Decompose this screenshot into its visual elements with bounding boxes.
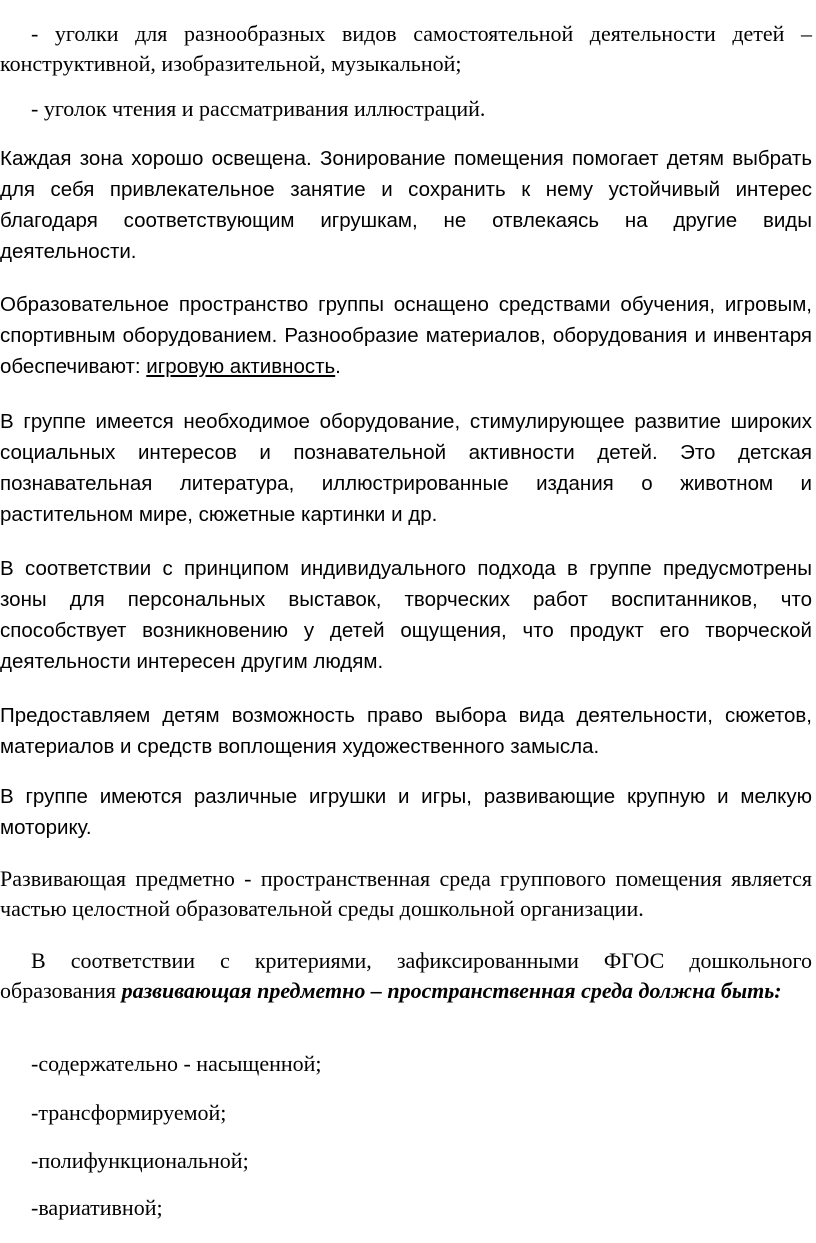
paragraph-text: Предоставляем детям возможность право выбора вида деятельности, сюжетов, материалов и средств воплощения художественного замысла. bbox=[0, 704, 812, 758]
paragraph-environment-part bbox=[0, 864, 812, 924]
paragraph-text: В группе имеется необходимое оборудование, стимулирующее развитие широких социальных интересов и познавательной активности детей. Это детская познавательная литература, иллюстрированные издания о животном и растительном мире, сюжетные картинки и др. bbox=[0, 410, 812, 526]
paragraph-toys-games bbox=[0, 781, 812, 843]
paragraph-zones-lighting bbox=[0, 143, 812, 267]
paragraph-fgos-criteria bbox=[0, 946, 812, 1006]
list-item-text: -трансформируемой; bbox=[31, 1100, 227, 1125]
paragraph-text: В соответствии с критериями, зафиксированными ФГОС дошкольного образования bbox=[0, 948, 812, 1003]
list-item bbox=[0, 1049, 812, 1079]
underlined-phrase: игровую активность bbox=[146, 355, 336, 378]
paragraph-choice bbox=[0, 700, 812, 762]
paragraph-text: В группе имеются различные игрушки и игры, развивающие крупную и мелкую моторику. bbox=[0, 785, 812, 839]
bold-italic-phrase: развивающая предметно – пространственная среда должна быть: bbox=[121, 978, 782, 1003]
list-item-text: -полифункциональной; bbox=[31, 1148, 249, 1173]
list-item bbox=[0, 1146, 812, 1176]
paragraph-reading-corner-item bbox=[0, 94, 812, 124]
paragraph-text: Каждая зона хорошо освещена. Зонирование помещения помогает детям выбрать для себя привлекательное занятие и сохранить к нему устойчивый интерес благодаря соответствующим игрушкам, не отвлекаясь на другие виды деятельности. bbox=[0, 147, 812, 263]
paragraph-text: Развивающая предметно - пространственная среда группового помещения является частью целостной образовательной среды дошкольной организации. bbox=[0, 866, 812, 921]
list-item bbox=[0, 1098, 812, 1128]
paragraph-text: - уголки для разнообразных видов самостоятельной деятельности детей – конструктивной, изобразительной, музыкальной; bbox=[0, 21, 812, 76]
paragraph-text: В соответствии с принципом индивидуального подхода в группе предусмотрены зоны для персональных выставок, творческих работ воспитанников, что способствует возникновению у детей ощущения, что продукт его творческой деятельности интересен другим людям. bbox=[0, 557, 812, 673]
paragraph-equipment bbox=[0, 406, 812, 530]
list-item-text: -вариативной; bbox=[31, 1195, 163, 1220]
paragraph-period: . bbox=[335, 355, 341, 378]
list-item-text: -содержательно - насыщенной; bbox=[31, 1051, 322, 1076]
paragraph-text: - уголок чтения и рассматривания иллюстраций. bbox=[31, 96, 486, 121]
paragraph-educational-space bbox=[0, 289, 812, 382]
list-item bbox=[0, 1193, 812, 1223]
paragraph-corners-list-item bbox=[0, 19, 812, 79]
paragraph-text: Образовательное пространство группы оснащено средствами обучения, игровым, спортивным оборудованием. Разнообразие материалов, оборудования и инвентаря обеспечивают: bbox=[0, 293, 812, 378]
paragraph-individual-approach bbox=[0, 553, 812, 677]
